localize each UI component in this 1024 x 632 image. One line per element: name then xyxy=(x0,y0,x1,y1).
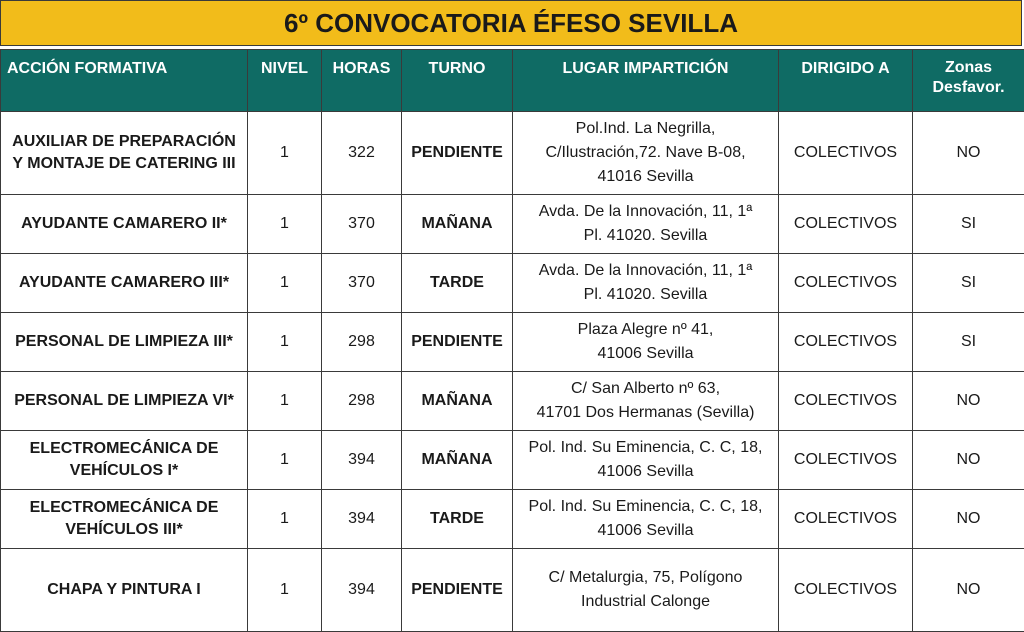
cell-dirigido: COLECTIVOS xyxy=(779,431,913,490)
header-zonas xyxy=(913,50,1024,112)
cell-turno: MAÑANA xyxy=(402,431,513,490)
table-row xyxy=(1,195,1024,254)
cell-lugar-line: Avda. De la Innovación, 11, 1ª xyxy=(519,200,772,224)
cell-dirigido: COLECTIVOS xyxy=(779,490,913,549)
table-row xyxy=(1,254,1024,313)
cell-lugar-line: Avda. De la Innovación, 11, 1ª xyxy=(519,259,772,283)
cell-dirigido: COLECTIVOS xyxy=(779,372,913,431)
cell-lugar-line: Plaza Alegre nº 41, xyxy=(519,318,772,342)
cell-turno: PENDIENTE xyxy=(402,313,513,372)
cell-lugar-line: C/ San Alberto nº 63, xyxy=(519,377,772,401)
cell-nivel: 1 xyxy=(248,490,322,549)
cell-turno: TARDE xyxy=(402,490,513,549)
table-row xyxy=(1,490,1024,549)
cell-accion-line: PERSONAL DE LIMPIEZA VI* xyxy=(7,390,241,412)
cell-turno: TARDE xyxy=(402,254,513,313)
cell-lugar-line: 41016 Sevilla xyxy=(519,165,772,189)
cell-accion xyxy=(1,112,248,195)
table-row xyxy=(1,431,1024,490)
cell-nivel: 1 xyxy=(248,431,322,490)
cell-horas: 394 xyxy=(322,549,402,632)
cell-lugar xyxy=(513,112,779,195)
cell-accion xyxy=(1,254,248,313)
cell-accion xyxy=(1,313,248,372)
cell-lugar xyxy=(513,254,779,313)
cell-accion-line: ELECTROMECÁNICA DE xyxy=(7,438,241,460)
cell-zonas: NO xyxy=(913,490,1024,549)
cell-lugar-line: 41006 Sevilla xyxy=(519,342,772,366)
cell-nivel: 1 xyxy=(248,372,322,431)
header-nivel: NIVEL xyxy=(248,50,322,112)
cell-accion xyxy=(1,195,248,254)
cell-lugar-line: 41701 Dos Hermanas (Sevilla) xyxy=(519,401,772,425)
cell-lugar xyxy=(513,549,779,632)
cell-accion-line: AYUDANTE CAMARERO III* xyxy=(7,272,241,294)
cell-nivel: 1 xyxy=(248,549,322,632)
header-accion: ACCIÓN FORMATIVA xyxy=(1,50,248,112)
cell-zonas: NO xyxy=(913,372,1024,431)
cell-horas: 322 xyxy=(322,112,402,195)
header-horas: HORAS xyxy=(322,50,402,112)
cell-lugar xyxy=(513,313,779,372)
cell-lugar-line: Pl. 41020. Sevilla xyxy=(519,283,772,307)
cell-accion-line: VEHÍCULOS III* xyxy=(7,519,241,541)
cell-dirigido: COLECTIVOS xyxy=(779,254,913,313)
cell-lugar-line: Pol.Ind. La Negrilla, xyxy=(519,117,772,141)
cell-dirigido: COLECTIVOS xyxy=(779,112,913,195)
cell-lugar-line: Pol. Ind. Su Eminencia, C. C, 18, xyxy=(519,436,772,460)
cell-horas: 370 xyxy=(322,195,402,254)
cell-lugar-line: 41006 Sevilla xyxy=(519,460,772,484)
cell-turno: MAÑANA xyxy=(402,372,513,431)
courses-table xyxy=(0,49,1024,632)
cell-accion-line: AUXILIAR DE PREPARACIÓN xyxy=(7,131,241,153)
cell-nivel: 1 xyxy=(248,112,322,195)
cell-dirigido: COLECTIVOS xyxy=(779,195,913,254)
cell-dirigido: COLECTIVOS xyxy=(779,313,913,372)
cell-accion-line: Y MONTAJE DE CATERING III xyxy=(7,153,241,175)
table-row xyxy=(1,313,1024,372)
cell-lugar-line: Pol. Ind. Su Eminencia, C. C, 18, xyxy=(519,495,772,519)
cell-horas: 298 xyxy=(322,313,402,372)
table-row xyxy=(1,549,1024,632)
cell-accion-line: PERSONAL DE LIMPIEZA III* xyxy=(7,331,241,353)
cell-nivel: 1 xyxy=(248,254,322,313)
header-row xyxy=(1,50,1024,112)
cell-horas: 298 xyxy=(322,372,402,431)
table-row xyxy=(1,372,1024,431)
cell-zonas: NO xyxy=(913,112,1024,195)
cell-accion xyxy=(1,372,248,431)
cell-lugar xyxy=(513,490,779,549)
cell-zonas: SI xyxy=(913,313,1024,372)
cell-nivel: 1 xyxy=(248,195,322,254)
cell-accion-line: CHAPA Y PINTURA I xyxy=(7,579,241,601)
header-zonas-line-2: Desfavor. xyxy=(919,78,1018,98)
cell-turno: PENDIENTE xyxy=(402,112,513,195)
cell-lugar xyxy=(513,431,779,490)
cell-lugar xyxy=(513,195,779,254)
cell-horas: 394 xyxy=(322,431,402,490)
page-title: 6º CONVOCATORIA ÉFESO SEVILLA xyxy=(0,0,1022,46)
cell-lugar xyxy=(513,372,779,431)
cell-lugar-line: C/ Metalurgia, 75, Polígono xyxy=(519,566,772,590)
cell-accion xyxy=(1,549,248,632)
cell-zonas: NO xyxy=(913,549,1024,632)
cell-zonas: SI xyxy=(913,254,1024,313)
cell-turno: PENDIENTE xyxy=(402,549,513,632)
header-turno: TURNO xyxy=(402,50,513,112)
header-dirigido: DIRIGIDO A xyxy=(779,50,913,112)
cell-lugar-line: 41006 Sevilla xyxy=(519,519,772,543)
cell-turno: MAÑANA xyxy=(402,195,513,254)
cell-lugar-line: Industrial Calonge xyxy=(519,590,772,614)
cell-zonas: SI xyxy=(913,195,1024,254)
cell-accion xyxy=(1,490,248,549)
header-lugar: LUGAR IMPARTICIÓN xyxy=(513,50,779,112)
cell-accion-line: VEHÍCULOS I* xyxy=(7,460,241,482)
cell-dirigido: COLECTIVOS xyxy=(779,549,913,632)
table-row xyxy=(1,112,1024,195)
cell-accion-line: AYUDANTE CAMARERO II* xyxy=(7,213,241,235)
cell-lugar-line: Pl. 41020. Sevilla xyxy=(519,224,772,248)
cell-accion-line: ELECTROMECÁNICA DE xyxy=(7,497,241,519)
header-zonas-line-1: Zonas xyxy=(919,58,1018,78)
cell-horas: 394 xyxy=(322,490,402,549)
cell-zonas: NO xyxy=(913,431,1024,490)
cell-accion xyxy=(1,431,248,490)
cell-lugar-line: C/Ilustración,72. Nave B-08, xyxy=(519,141,772,165)
cell-horas: 370 xyxy=(322,254,402,313)
cell-nivel: 1 xyxy=(248,313,322,372)
